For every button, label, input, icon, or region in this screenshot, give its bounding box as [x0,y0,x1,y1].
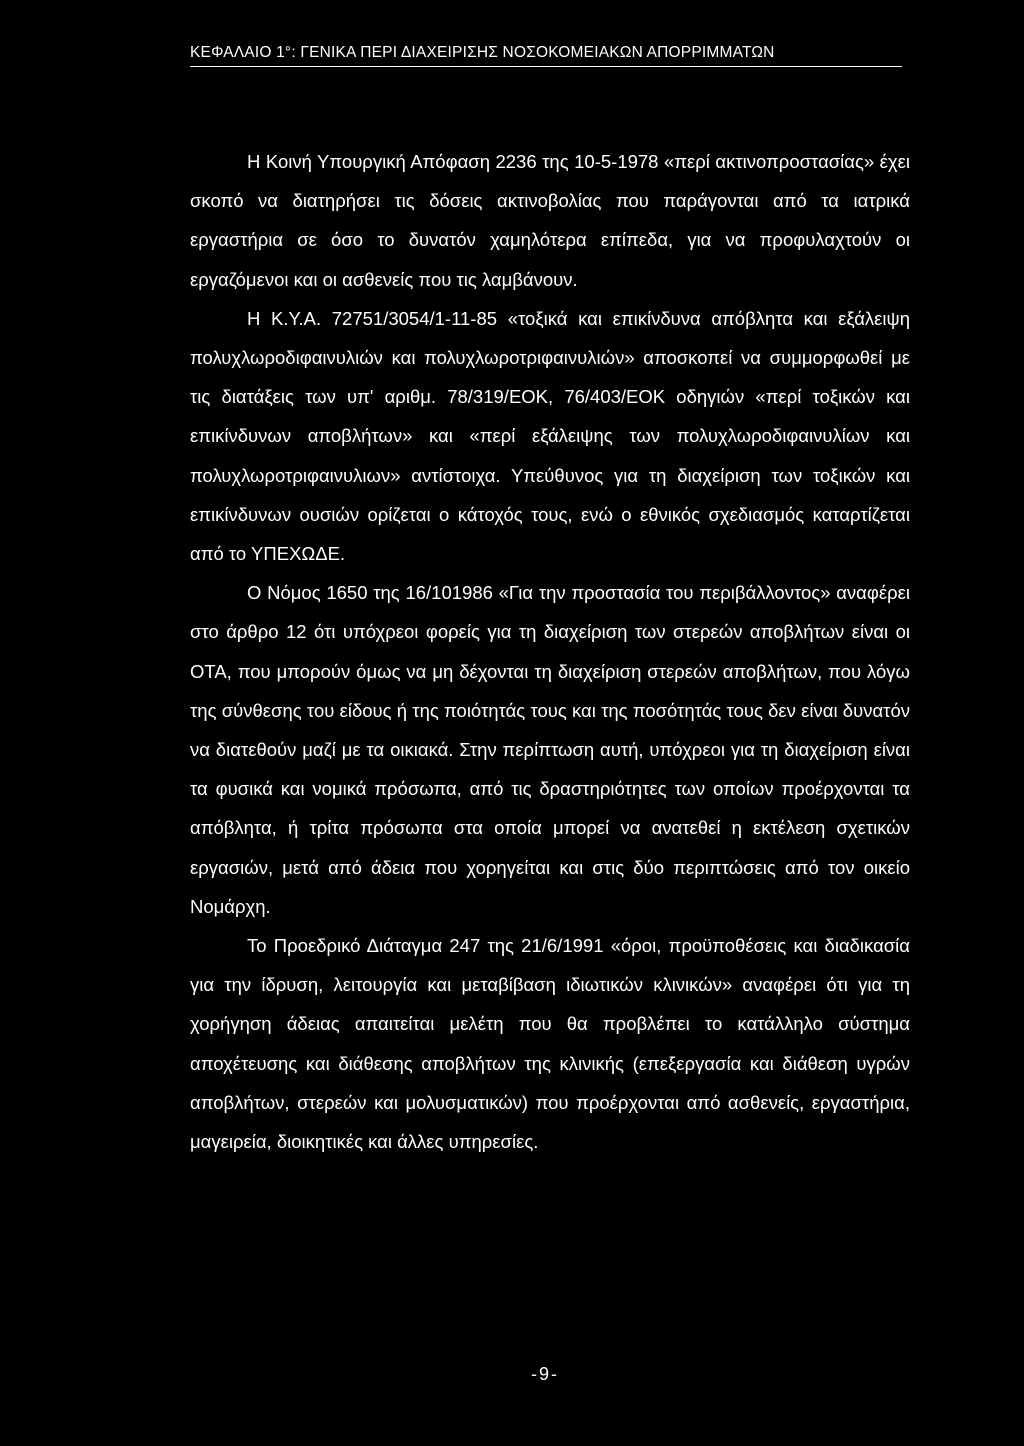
paragraph-pd-247: Το Προεδρικό Διάταγμα 247 της 21/6/1991 «όροι, προϋποθέσεις και διαδικασία για την ίδρυση, λειτουργία και μεταβίβαση ιδιωτικών κλινικών» αναφέρει ότι για τη χορήγηση άδειας απαιτείται μελέτη που θα προβλέπει το κατάλληλο σύστημα αποχέτευσης και διάθεσης αποβλήτων της κλινικής (επεξεργασία και διάθεση υγρών αποβλήτων, στερεών και μολυσματικών) που προέρχονται από ασθενείς, εργαστήρια, μαγειρεία, διοικητικές και άλλες υπηρεσίες. [190,935,910,1153]
page-number: -9- [531,1364,559,1384]
paragraph-kya-72751: Η Κ.Υ.Α. 72751/3054/1-11-85 «τοξικά και επικίνδυνα απόβλητα και εξάλειψη πολυχλωροδιφαινυλιών και πολυχλωροτριφαινυλιών» αποσκοπεί να συμμορφωθεί με τις διατάξεις των υπ' αριθμ. 78/319/ΕΟΚ, 76/403/ΕΟΚ οδηγιών «περί τοξικών και επικίνδυνων αποβλήτων» και «περί εξάλειψης των πολυχλωροδιφαινυλίων και πολυχλωροτριφαινυλιων» αντίστοιχα. Υπεύθυνος για τη διαχείριση των τοξικών και επικίνδυνων ουσιών ορίζεται ο κάτοχός τους, ενώ ο εθνικός σχεδιασμός καταρτίζεται από το ΥΠΕΧΩΔΕ. [190,307,910,565]
paragraph-law-1650: Ο Νόμος 1650 της 16/101986 «Για την προστασία του περιβάλλοντος» αναφέρει στο άρθρο 12 ότι υπόχρεοι φορείς για τη διαχείριση των στερεών αποβλήτων είναι οι ΟΤΑ, που μπορούν όμως να μη δέχονται τη διαχείριση στερεών αποβλήτων, που λόγω της σύνθεσης του είδους ή της ποιότητάς τους και της ποσότητάς τους δεν είναι δυνατόν να διατεθούν μαζί με τα οικιακά. Στην περίπτωση αυτή, υπόχρεοι για τη διαχείριση είναι τα φυσικά και νομικά πρόσωπα, από τις δραστηριότητες των οποίων προέρχονται τα απόβλητα, ή τρίτα πρόσωπα στα οποία μπορεί να ανατεθεί η εκτέλεση σχετικών εργασιών, μετά από άδεια που χορηγείται και στις δύο περιπτώσεις από τον οικείο Νομάρχη. [190,582,910,917]
document-body [190,142,910,1161]
running-header: ΚΕΦΑΛΑΙΟ 1°: ΓΕΝΙΚΑ ΠΕΡΙ ΔΙΑΧΕΙΡΙΣΗΣ ΝΟΣΟΚΟΜΕΙΑΚΩΝ ΑΠΟΡΡΙΜΜΑΤΩΝ [190,44,902,67]
paragraph-kya-2236: Η Κοινή Υπουργική Απόφαση 2236 της 10-5-1978 «περί ακτινοπροστασίας» έχει σκοπό να διατηρήσει τις δόσεις ακτινοβολίας που παράγονται από τα ιατρικά εργαστήρια σε όσο το δυνατόν χαμηλότερα επίπεδα, για να προφυλαχτούν οι εργαζόμενοι και οι ασθενείς που τις λαμβάνουν. [190,151,910,290]
